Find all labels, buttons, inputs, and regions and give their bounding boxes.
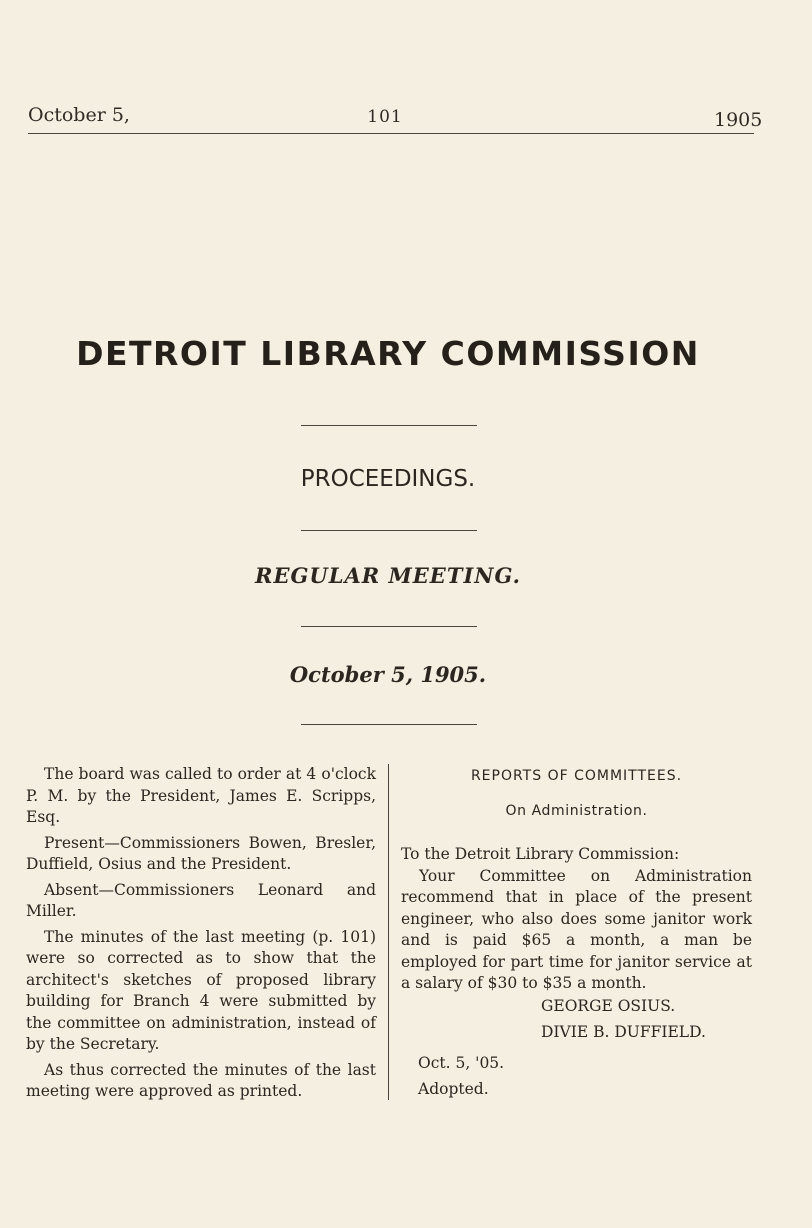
left-column bbox=[26, 764, 376, 1107]
right-column bbox=[401, 764, 752, 1101]
committee-subheading: On Administration. bbox=[505, 802, 648, 819]
divider-rule bbox=[301, 425, 477, 426]
divider-rule bbox=[301, 724, 477, 725]
running-head-date: October 5, bbox=[28, 104, 130, 126]
page-number: 101 bbox=[367, 107, 403, 127]
paragraph: The minutes of the last meeting (p. 101) were so corrected as to show that the architect's sketches of proposed library building for Branch 4 were submitted by the committee on administration, instead of by the Secretary. bbox=[26, 927, 376, 1053]
meeting-type-heading: REGULAR MEETING. bbox=[255, 563, 521, 588]
paragraph: Present—Commissioners Bowen, Bresler, Duffield, Osius and the President. bbox=[26, 833, 376, 873]
paragraph: As thus corrected the minutes of the last meeting were approved as printed. bbox=[26, 1060, 376, 1100]
signature: DIVIE B. DUFFIELD. bbox=[541, 1023, 706, 1041]
report-body: Your Committee on Administration recommend that in place of the present engineer, who also does some janitor work and is paid $65 a month, a man be employed for part time for janitor service at a salary of $30 to $35 a month. bbox=[401, 866, 752, 992]
paragraph: The board was called to order at 4 o'clock P. M. by the President, James E. Scripps, Esq. bbox=[26, 765, 376, 826]
page-title: DETROIT LIBRARY COMMISSION bbox=[76, 334, 700, 373]
report-status: Adopted. bbox=[418, 1080, 489, 1098]
signature: GEORGE OSIUS. bbox=[541, 996, 676, 1015]
paragraph: Absent—Commissioners Leonard and Miller. bbox=[26, 880, 376, 920]
divider-rule bbox=[301, 626, 477, 627]
header-rule bbox=[28, 133, 754, 134]
section-heading: PROCEEDINGS. bbox=[300, 466, 476, 492]
divider-rule bbox=[301, 530, 477, 531]
column-divider bbox=[388, 764, 389, 1100]
report-date: Oct. 5, '05. bbox=[418, 1053, 505, 1072]
running-head-year: 1905 bbox=[714, 109, 763, 131]
reports-heading: REPORTS OF COMMITTEES. bbox=[470, 768, 683, 784]
salutation: To the Detroit Library Commission: bbox=[401, 845, 680, 863]
meeting-date-heading: October 5, 1905. bbox=[289, 662, 487, 687]
